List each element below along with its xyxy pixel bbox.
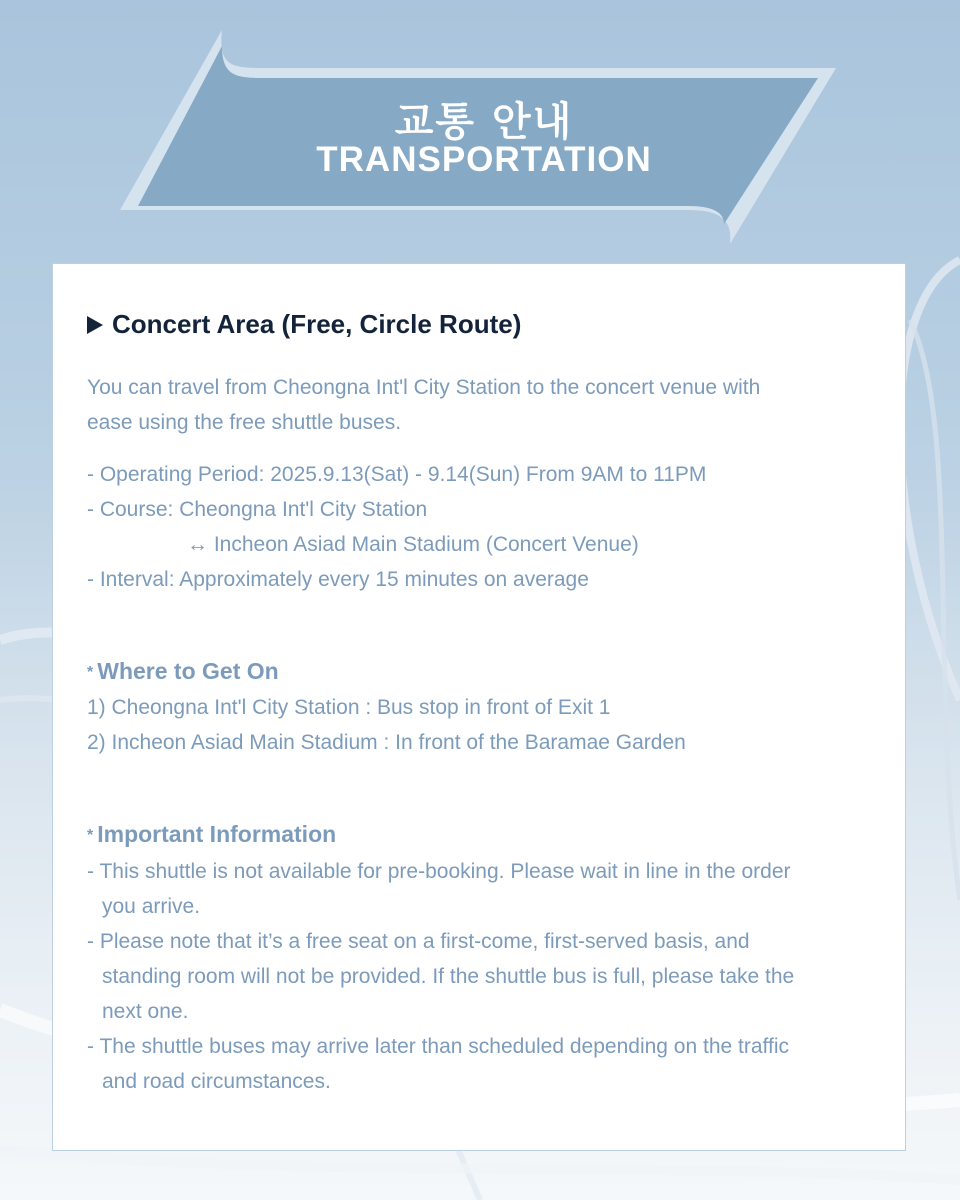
title-english: TRANSPORTATION: [316, 140, 652, 179]
operating-period: - Operating Period: 2025.9.13(Sat) - 9.14(Sun) From 9AM to 11PM: [87, 463, 707, 486]
list-item: and road circumstances.: [102, 1070, 331, 1093]
important-list: [87, 854, 877, 1099]
section-title-text: Concert Area (Free, Circle Route): [112, 309, 522, 339]
where-list: [87, 690, 877, 760]
intro-line: You can travel from Cheongna Int'l City Station to the concert venue with: [87, 376, 761, 399]
interval: - Interval: Approximately every 15 minutes on average: [87, 568, 589, 591]
list-item: standing room will not be provided. If the shuttle bus is full, please take the: [102, 965, 795, 988]
where-heading-text: Where to Get On: [97, 658, 279, 684]
info-card: [52, 263, 906, 1151]
where-heading: [87, 658, 279, 685]
important-heading: [87, 821, 336, 848]
section-title: [87, 309, 521, 340]
asterisk-icon: *: [87, 827, 94, 844]
course: - Course: Cheongna Int'l City Station: [87, 498, 428, 521]
asterisk-icon: *: [87, 664, 94, 681]
list-item: 2) Incheon Asiad Main Stadium : In front of the Baramae Garden: [87, 731, 686, 754]
list-item: you arrive.: [102, 895, 201, 918]
intro-text: [87, 370, 877, 440]
list-item: - This shuttle is not available for pre-booking. Please wait in line in the order: [87, 860, 791, 883]
important-heading-text: Important Information: [97, 821, 337, 847]
list-item: 1) Cheongna Int'l City Station : Bus stop in front of Exit 1: [87, 696, 611, 719]
list-item: - Please note that it’s a free seat on a first-come, first-served basis, and: [87, 930, 750, 953]
title-banner: [118, 28, 838, 248]
list-item: next one.: [102, 1000, 189, 1023]
details-list: [87, 457, 877, 597]
list-item: - The shuttle buses may arrive later than scheduled depending on the traffic: [87, 1035, 789, 1058]
intro-line: ease using the free shuttle buses.: [87, 411, 402, 434]
triangle-right-icon: [87, 316, 103, 334]
title-korean: 교통 안내: [394, 99, 574, 145]
course-destination: ↔ Incheon Asiad Main Stadium (Concert Venue): [187, 533, 639, 556]
